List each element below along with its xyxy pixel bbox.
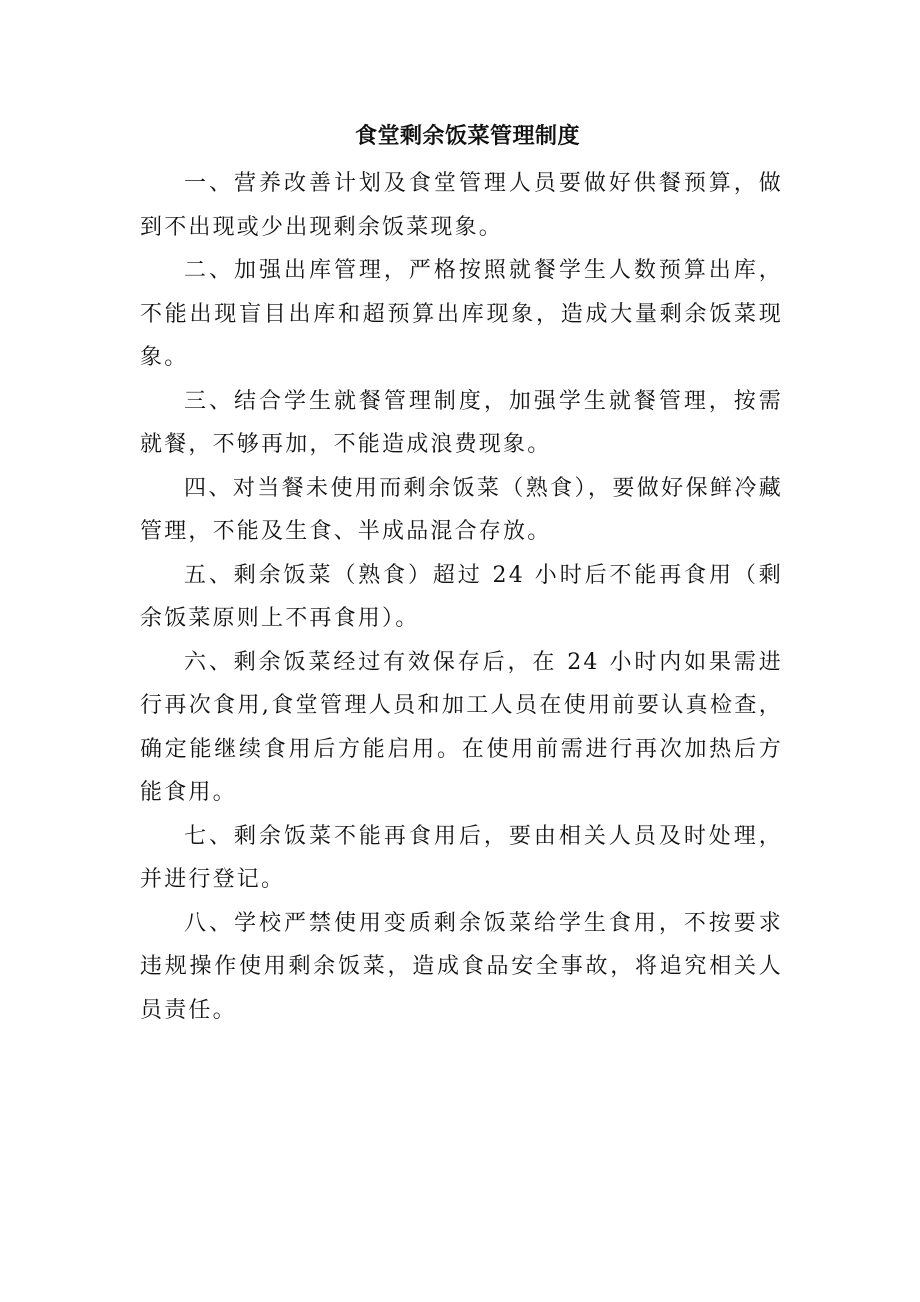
paragraph-1: 一、营养改善计划及食堂管理人员要做好供餐预算，做到不出现或少出现剩余饭菜现象。	[140, 171, 783, 240]
document-title: 食堂剩余饭菜管理制度	[354, 124, 580, 149]
paragraph-4: 四、对当餐未使用而剩余饭菜（熟食），要做好保鲜冷藏管理，不能及生食、半成品混合存放。	[140, 475, 783, 544]
paragraph-6: 六、剩余饭菜经过有效保存后，在 24 小时内如果需进行再次食用,食堂管理人员和加工人员在使用前要认真检查，确定能继续食用后方能启用。在使用前需进行再次加热后方能食用。	[140, 649, 783, 805]
document-page	[140, 112, 783, 1032]
paragraph-7: 七、剩余饭菜不能再食用后，要由相关人员及时处理，并进行登记。	[140, 823, 783, 892]
paragraph-2: 二、加强出库管理，严格按照就餐学生人数预算出库，不能出现盲目出库和超预算出库现象，造成大量剩余饭菜现象。	[140, 258, 783, 370]
paragraph-5: 五、剩余饭菜（熟食）超过 24 小时后不能再食用（剩余饭菜原则上不再食用）。	[140, 562, 783, 631]
paragraph-3: 三、结合学生就餐管理制度，加强学生就餐管理，按需就餐，不够再加，不能造成浪费现象。	[140, 388, 783, 457]
paragraph-8: 八、学校严禁使用变质剩余饭菜给学生食用，不按要求违规操作使用剩余饭菜，造成食品安全事故，将追究相关人员责任。	[140, 910, 783, 1023]
